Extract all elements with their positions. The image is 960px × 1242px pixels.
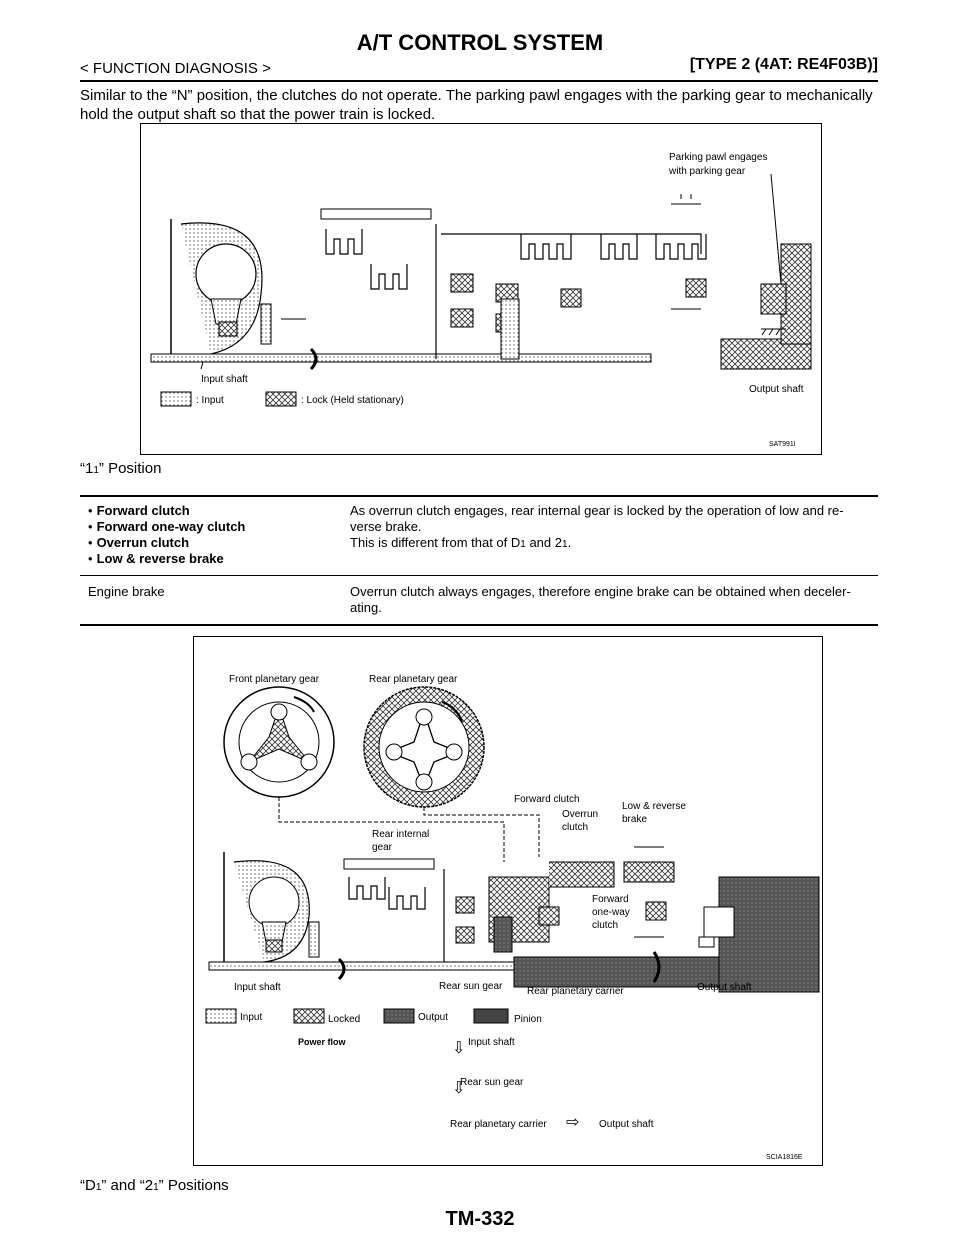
legend-locked: Locked: [328, 1014, 361, 1025]
list-item: • Overrun clutch: [88, 535, 334, 551]
row1-note: This is different from that of D1 and 21.: [350, 535, 572, 550]
caption-1-position: “11” Position: [80, 460, 162, 477]
figure-d1-diagram: [194, 637, 822, 1165]
power-flow-title: Power flow: [298, 1037, 346, 1047]
flow-step-input-shaft: Input shaft: [468, 1037, 515, 1048]
label-rear-internal-gear: gear: [372, 842, 393, 853]
figure-code-2: SCIA1816E: [766, 1154, 803, 1161]
legend-output: Output: [418, 1012, 449, 1023]
row2-description: Overrun clutch always engages, therefore engine brake can be obtained when deceler-ating.: [342, 576, 878, 626]
model-label: [TYPE 2 (4AT: RE4F03B)]: [689, 56, 878, 73]
list-item: • Forward clutch: [88, 503, 334, 519]
figure-d1-21-positions: [193, 636, 823, 1166]
engagement-table: [80, 495, 878, 626]
caption-d1-21-positions: “D1” and “21” Positions: [80, 1177, 229, 1194]
section-label: < FUNCTION DIAGNOSIS >: [80, 60, 271, 77]
engaged-elements-list: [88, 503, 334, 567]
label-forward-clutch: Forward clutch: [514, 794, 580, 805]
label-one-way-clutch: clutch: [592, 920, 619, 931]
table-row: [80, 576, 878, 626]
label-input-shaft-2: Input shaft: [234, 982, 281, 993]
flow-arrow-down-icon: ⇩: [452, 1040, 466, 1057]
list-item: • Forward one-way clutch: [88, 519, 334, 535]
label-low-reverse: Low & reverse: [622, 801, 686, 812]
label-front-planetary: Front planetary gear: [229, 674, 320, 685]
page-number: TM-332: [445, 1208, 515, 1230]
legend-input-2: Input: [240, 1012, 263, 1023]
label-overrun-clutch: clutch: [562, 822, 589, 833]
legend-pinion-swatch: [474, 1009, 508, 1023]
figure-code: SAT991I: [769, 441, 796, 448]
label-overrun: Overrun: [562, 809, 599, 820]
intro-paragraph: Similar to the “N” position, the clutches do not operate. The parking pawl engages with the parking gear to mechanically hold the output shaft so that the power train is locked.: [80, 87, 873, 123]
legend-lock: : Lock (Held stationary): [301, 395, 404, 406]
figure-park-diagram: [141, 124, 821, 454]
label-rear-planetary-carrier: Rear planetary carrier: [527, 986, 624, 997]
legend-locked-swatch: [294, 1009, 324, 1023]
flow-step-output-shaft: Output shaft: [599, 1119, 654, 1130]
page-title: A/T CONTROL SYSTEM: [356, 30, 604, 55]
flow-step-rear-planetary-carrier: Rear planetary carrier: [450, 1119, 547, 1130]
legend-output-swatch: [384, 1009, 414, 1023]
label-rear-sun-gear: Rear sun gear: [439, 981, 503, 992]
label-input-shaft: Input shaft: [201, 374, 248, 385]
label-output-shaft: Output shaft: [749, 384, 804, 395]
figure-park-position: [140, 123, 822, 455]
label-brake: brake: [622, 814, 648, 825]
flow-step-rear-sun-gear: Rear sun gear: [460, 1077, 524, 1088]
label-output-shaft-2: Output shaft: [697, 982, 752, 993]
legend-input-swatch: [161, 392, 191, 406]
flow-arrow-down-icon: ⇩: [452, 1080, 466, 1097]
header-rule: [80, 80, 878, 82]
label-rear-internal: Rear internal: [372, 829, 430, 840]
label-one-way: one-way: [592, 907, 630, 918]
table-row: [80, 496, 878, 576]
label-parking-gear: with parking gear: [669, 166, 746, 177]
label-forward: Forward: [592, 894, 629, 905]
label-rear-planetary: Rear planetary gear: [369, 674, 458, 685]
legend-input-swatch-2: [206, 1009, 236, 1023]
legend-lock-swatch: [266, 392, 296, 406]
legend-pinion: Pinion: [514, 1014, 542, 1025]
list-item: • Low & reverse brake: [88, 551, 334, 567]
legend-input: : Input: [196, 395, 224, 406]
flow-arrow-right-icon: ⇨: [566, 1114, 580, 1131]
row2-label: Engine brake: [80, 576, 342, 626]
label-parking-pawl: Parking pawl engages: [669, 152, 768, 163]
row1-description: As overrun clutch engages, rear internal gear is locked by the operation of low and re-verse brake.: [350, 503, 844, 534]
